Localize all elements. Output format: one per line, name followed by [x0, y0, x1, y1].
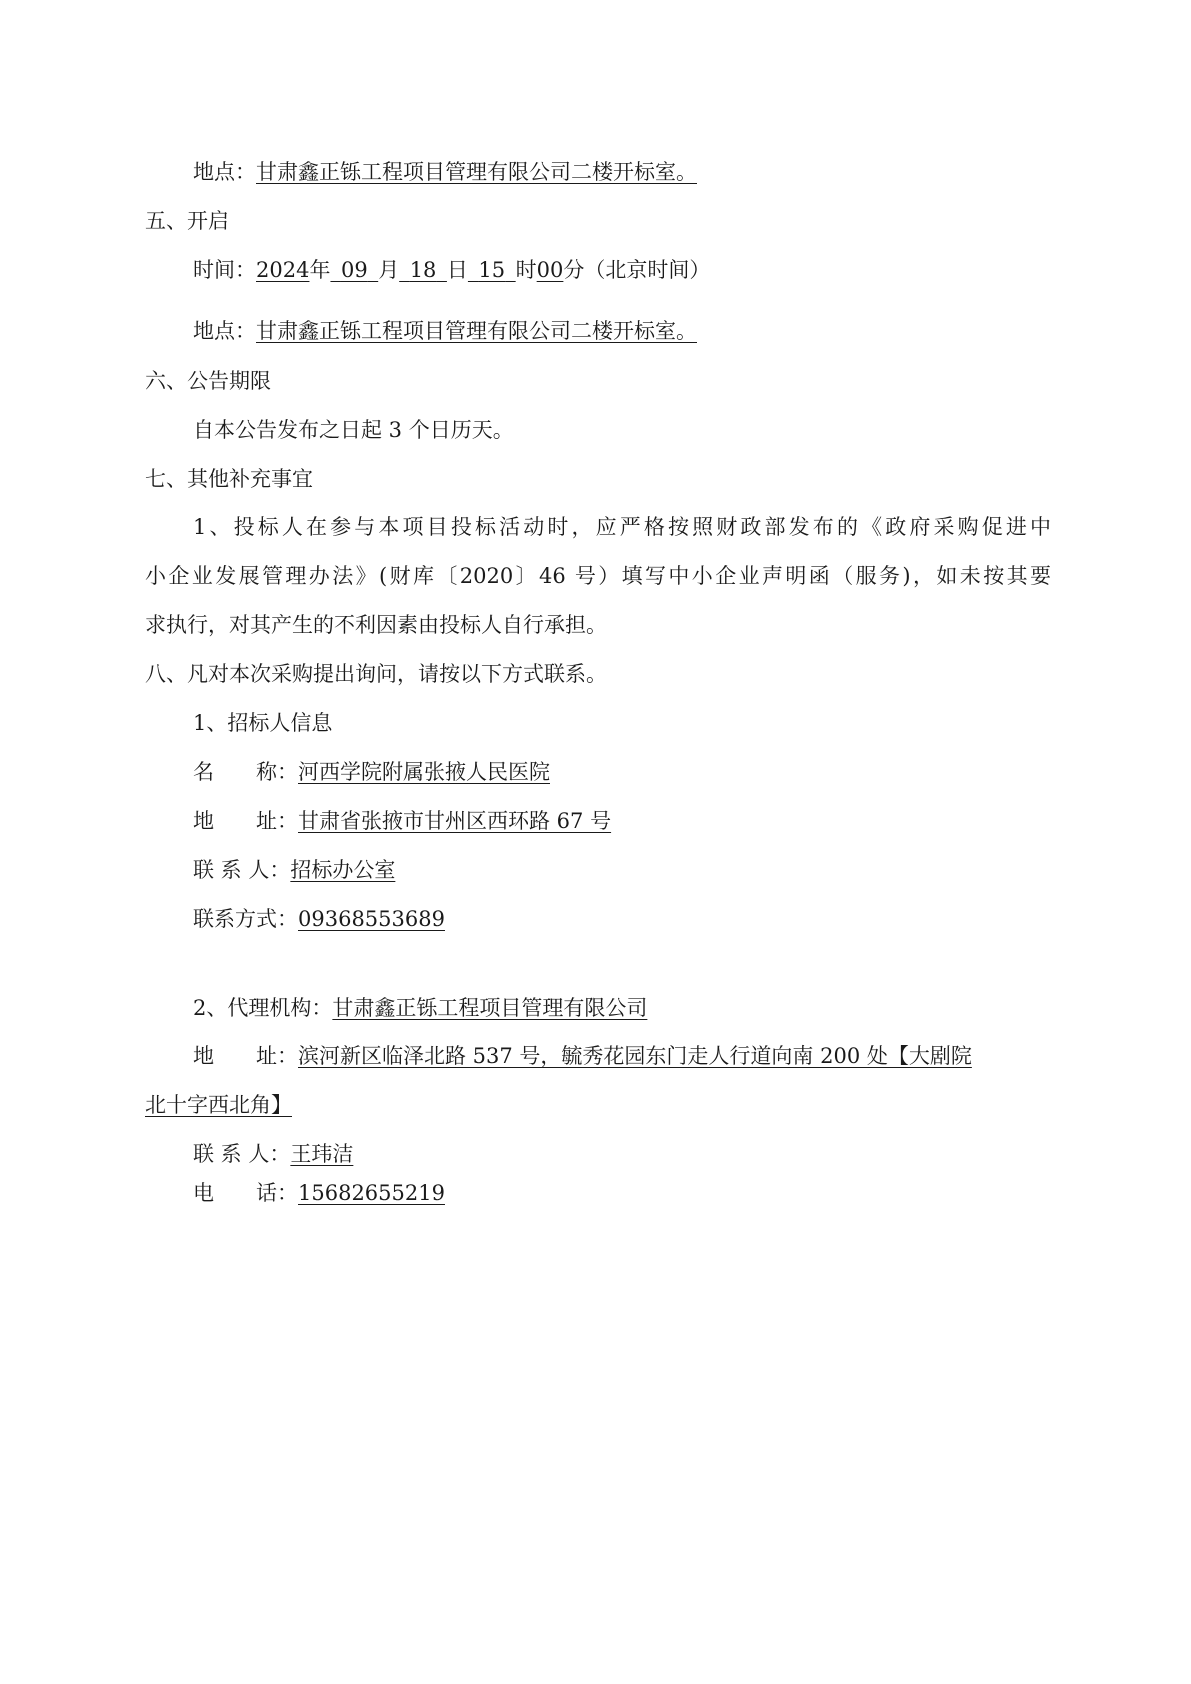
agency-heading-label: 2、代理机构：: [193, 996, 333, 1020]
tenderer-contact-line: [193, 855, 395, 885]
opening-minute: 00: [536, 258, 564, 282]
opening-location-line: [193, 316, 697, 346]
opening-time-label: 时间：: [193, 258, 256, 282]
supplement-para-line-2: 小企业发展管理办法》(财库〔2020〕46 号）填写中小企业声明函（服务)，如未按其要: [145, 564, 1051, 588]
bid-location-line: [193, 157, 697, 187]
opening-hour: 15: [478, 258, 506, 282]
tenderer-phone-line: [193, 904, 445, 934]
section-six-heading: 六、公告期限: [145, 369, 271, 393]
opening-location-label: 地点：: [193, 319, 256, 343]
agency-name-value: 甘肃鑫正铄工程项目管理有限公司: [332, 996, 648, 1020]
bid-location-value: 甘肃鑫正铄工程项目管理有限公司二楼开标室。: [256, 160, 697, 184]
tenderer-heading: 1、招标人信息: [193, 711, 333, 735]
tenderer-name-value: 河西学院附属张掖人民医院: [298, 760, 550, 784]
opening-year-unit: 年: [309, 258, 331, 282]
section-seven-heading: 七、其他补充事宜: [145, 467, 313, 491]
agency-address-label: 地 址：: [193, 1044, 298, 1068]
tenderer-contact-label: 联 系 人：: [193, 858, 291, 882]
section-eight-heading: 八、凡对本次采购提出询问，请按以下方式联系。: [145, 662, 607, 686]
opening-day: 18: [409, 258, 437, 282]
opening-year: 2024: [256, 258, 310, 282]
tenderer-address-label: 地 址：: [193, 809, 298, 833]
tenderer-address-line: [193, 806, 611, 836]
agency-address-value-line-1: 滨河新区临泽北路 537 号，毓秀花园东门走人行道向南 200 处【大剧院: [298, 1044, 972, 1068]
bid-location-label: 地点：: [193, 160, 256, 184]
tenderer-phone-value: 09368553689: [298, 907, 445, 931]
agency-contact-value: 王玮洁: [290, 1142, 354, 1166]
agency-contact-label: 联 系 人：: [193, 1142, 291, 1166]
opening-location-value: 甘肃鑫正铄工程项目管理有限公司二楼开标室。: [256, 319, 697, 343]
opening-month: 09: [340, 258, 368, 282]
opening-hour-unit: 时: [515, 258, 537, 282]
tenderer-name-label: 名 称：: [193, 760, 298, 784]
tenderer-contact-value: 招标办公室: [290, 858, 396, 882]
opening-month-unit: 月: [378, 258, 400, 282]
agency-contact-line: [193, 1139, 353, 1169]
agency-phone-line: [193, 1178, 445, 1208]
agency-phone-label: 电 话：: [193, 1181, 298, 1205]
opening-time-line: [193, 255, 710, 285]
agency-address-line-2: [145, 1090, 292, 1120]
agency-heading-line: [193, 993, 647, 1023]
opening-minute-unit: 分（北京时间）: [563, 258, 711, 282]
tenderer-address-value: 甘肃省张掖市甘州区西环路 67 号: [298, 809, 612, 833]
agency-phone-value: 15682655219: [298, 1181, 445, 1205]
agency-address-value-line-2: 北十字西北角】: [145, 1093, 292, 1117]
opening-day-unit: 日: [446, 258, 468, 282]
tenderer-name-line: [193, 757, 550, 787]
section-five-heading: 五、开启: [145, 209, 229, 233]
agency-address-line: [193, 1041, 972, 1071]
tenderer-phone-label: 联系方式：: [193, 907, 298, 931]
supplement-para-line-3: 求执行，对其产生的不利因素由投标人自行承担。: [145, 613, 607, 637]
notice-period-text: 自本公告发布之日起 3 个日历天。: [193, 418, 514, 442]
supplement-para-line-1: 1、投标人在参与本项目投标活动时，应严格按照财政部发布的《政府采购促进中: [193, 515, 1051, 539]
